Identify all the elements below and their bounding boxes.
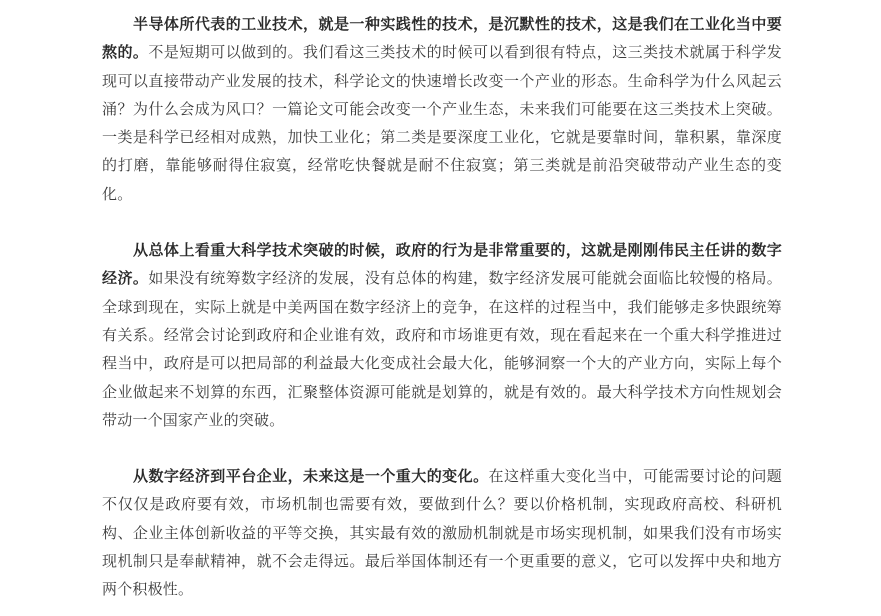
paragraph-platform-enterprise — [102, 462, 782, 603]
paragraph-digital-economy — [102, 236, 782, 434]
paragraph-lead: 从数字经济到平台企业，未来这是一个重大的变化。 — [133, 467, 489, 486]
paragraph-text: 不是短期可以做到的。我们看这三类技术的时候可以看到很有特点，这三类技术就属于科学发现可以直接带动产业发展的技术，科学论文的快速增长改变一个产业的形态。生命科学为什么风起云涌？为什么会成为风口？一篇论文可能会改变一个产业生态，未来我们可能要在这三类技术上突破。一类是科学已经相对成熟，加快工业化；第二类是要深度工业化，它就是要靠时间，靠积累，靠深度的打磨，靠能够耐得住寂寞，经常吃快餐就是耐不住寂寞；第三类就是前沿突破带动产业生态的变化。 — [102, 43, 782, 203]
article-body — [102, 10, 782, 604]
paragraph-text: 如果没有统筹数字经济的发展，没有总体的构建，数字经济发展可能就会面临比较慢的格局。全球到现在，实际上就是中美两国在数字经济上的竞争，在这样的过程当中，我们能够走多快跟统筹有关系。经常会讨论到政府和企业谁有效，政府和市场谁更有效，现在看起来在一个重大科学推进过程当中，政府是可以把局部的利益最大化变成社会最大化，能够洞察一个大的产业方向，实际上每个企业做起来不划算的东西，汇聚整体资源可能就是划算的，就是有效的。最大科学技术方向性规划会带动一个国家产业的突破。 — [102, 269, 782, 429]
paragraph-lead: 半导体所代表的工业技术，就是一种实践性的技术，是沉默性的技术，这是我们在工业化当中要熬的。 — [102, 15, 782, 62]
paragraph-text: 在这样重大变化当中，可能需要讨论的问题不仅仅是政府要有效，市场机制也需要有效，要做到什么？要以价格机制，实现政府高校、科研机构、企业主体创新收益的平等交换，其实最有效的激励机制就是市场实现机制，如果我们没有市场实现机制只是奉献精神，就不会走得远。最后举国体制还有一个更重要的意义，它可以发挥中央和地方两个积极性。 — [102, 467, 782, 599]
paragraph-semiconductor — [102, 10, 782, 208]
paragraph-lead: 从总体上看重大科学技术突破的时候，政府的行为是非常重要的，这就是刚刚伟民主任讲的数字经济。 — [102, 241, 782, 288]
